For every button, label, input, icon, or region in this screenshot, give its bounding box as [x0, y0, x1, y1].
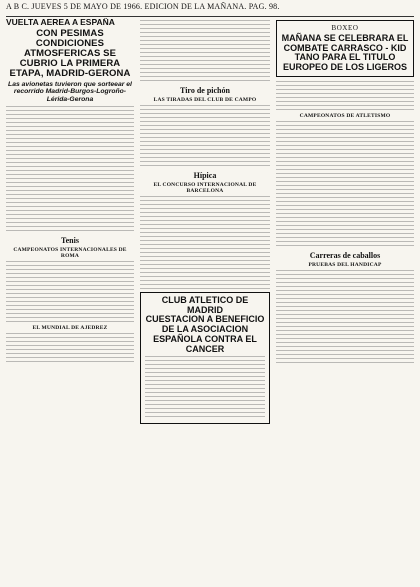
subhead-club-campo: LAS TIRADAS DEL CLUB DE CAMPO — [153, 97, 257, 103]
body-text-block — [6, 293, 134, 323]
notice-box — [140, 292, 270, 424]
body-text-block — [140, 20, 270, 50]
subhead-ajedrez: EL MUNDIAL DE AJEDREZ — [32, 325, 108, 332]
notice-title: CLUB ATLETICO DE MADRID — [161, 295, 249, 315]
body-text-block — [276, 81, 414, 111]
body-text-block — [6, 106, 134, 136]
boxing-box — [276, 20, 414, 77]
body-text-block — [140, 52, 270, 82]
column-3 — [276, 18, 414, 581]
body-text-block — [276, 334, 414, 364]
body-text-block — [276, 217, 414, 247]
section-title-hipica: Hípica — [193, 171, 217, 180]
body-text-block — [6, 261, 134, 291]
body-text-block — [276, 270, 414, 300]
body-text-block — [6, 138, 134, 168]
subhead-atletismo: CAMPEONATOS DE ATLETISMO — [299, 112, 391, 119]
body-text-block — [140, 260, 270, 290]
article-kicker: VUELTA AEREA A ESPAÑA — [6, 18, 115, 27]
page-header — [6, 2, 414, 17]
body-text-block — [276, 121, 414, 151]
article-headline: CON PESIMAS CONDICIONES ATMOSFERICAS SE CUBRIO LA PRIMERA ETAPA, MADRID-GERONA — [9, 27, 131, 79]
body-text-block — [140, 228, 270, 258]
body-text-block — [6, 170, 134, 200]
body-text-block — [6, 333, 134, 363]
section-title-tenis: Tenis — [61, 236, 79, 246]
subhead-barcelona: EL CONCURSO INTERNACIONAL DE BARCELONA — [153, 182, 257, 194]
body-text-block — [140, 137, 270, 167]
boxing-section-title: BOXEO — [331, 24, 359, 32]
subhead-handicap: PRUEBAS DEL HANDICAP — [308, 261, 382, 268]
subhead-roma: CAMPEONATOS INTERNACIONALES DE ROMA — [13, 247, 127, 260]
column-2 — [140, 18, 270, 581]
body-text-block — [145, 388, 265, 418]
section-title-tiro: Tiro de pichón — [180, 86, 230, 95]
page-header-text: A B C. JUEVES 5 DE MAYO DE 1966. EDICION DE LA MAÑANA. PAG. 98. — [6, 2, 280, 11]
body-text-block — [276, 153, 414, 183]
body-text-block — [140, 105, 270, 135]
boxing-headline: MAÑANA SE CELEBRARA EL COMBATE CARRASCO - KID TANO PARA EL TITULO EUROPEO DE LOS LIGEROS — [281, 33, 409, 73]
body-text-block — [145, 356, 265, 386]
body-text-block — [276, 302, 414, 332]
notice-body: CUESTACION A BENEFICIO DE LA ASOCIACION ESPAÑOLA CONTRA EL CANCER — [145, 314, 265, 354]
body-text-block — [140, 196, 270, 226]
article-deck: Las avionetas tuvieron que sorteear el recorrido Madrid-Burgos-Logroño-Lérida-Gerona — [8, 80, 132, 103]
body-text-block — [276, 185, 414, 215]
column-1 — [6, 18, 134, 581]
section-title-carreras: Carreras de caballos — [309, 250, 381, 260]
body-text-block — [6, 202, 134, 232]
